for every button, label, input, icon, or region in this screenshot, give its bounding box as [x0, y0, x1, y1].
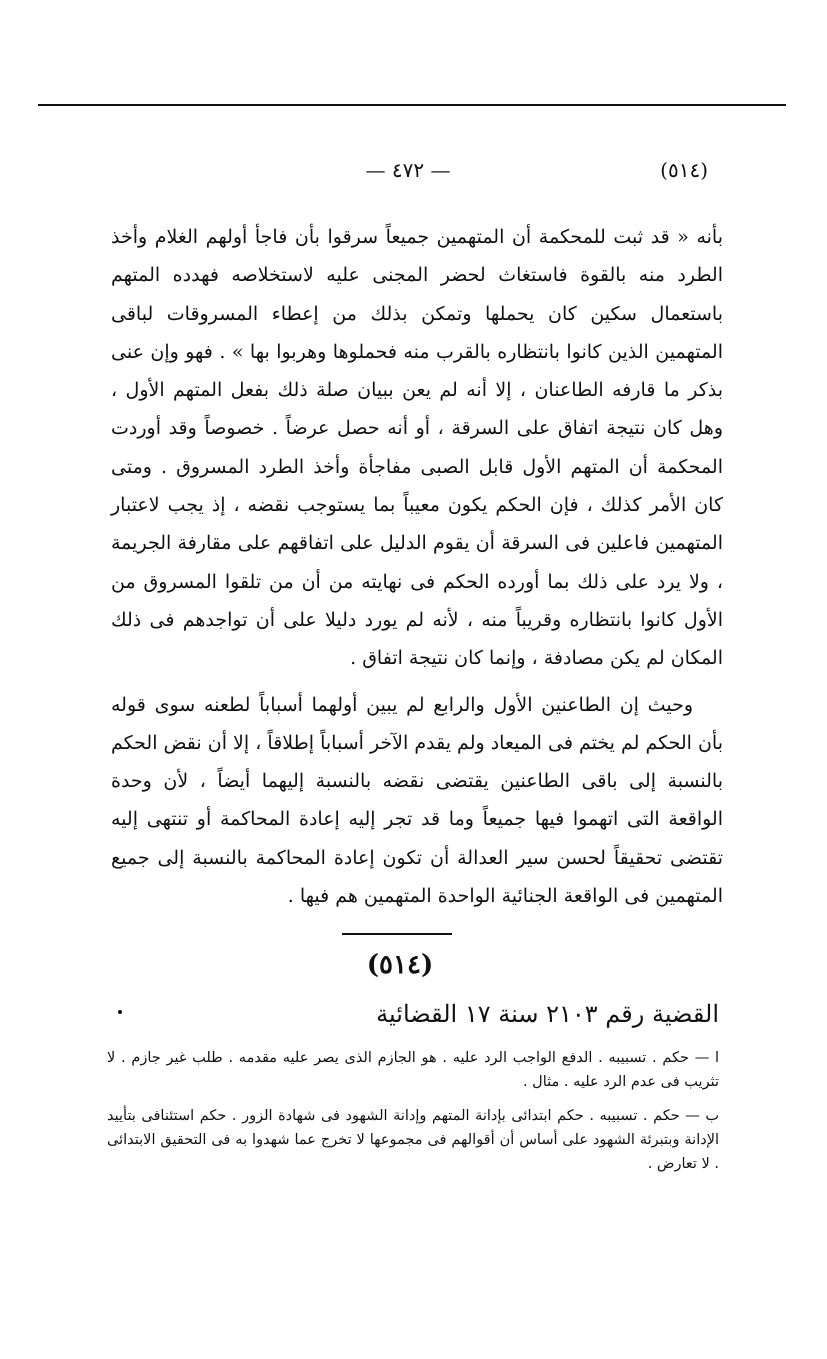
case-title: القضية رقم ٢١٠٣ سنة ١٧ القضائية [376, 1000, 719, 1028]
page-header [108, 158, 708, 188]
judgment-body [111, 218, 723, 915]
section-divider [342, 933, 452, 935]
headnote-b: ب — حكم . تسبيبه . حكم ابتدائى بإدانة المتهم وإدانة الشهود فى شهادة الزور . حكم استئنافى بتأييد الإدانة وبتبرئة الشهود على أساس أن أقوالهم فى مجموعها لا تخرج عما شهدوا به فى التحقيق الابتدائى . لا تعارض . [107, 1108, 719, 1172]
body-paragraph-1: بأنه « قد ثبت للمحكمة أن المتهمين جميعاً سرقوا بأن فاجأ أولهم الغلام وأخذ الطرد منه بالقوة فاستغاث لحضر المجنى عليه لاستخلاصه فهدده المتهم باستعمال سكين كان يحملها وتمكن بذلك من إعطاء المسروقات لباقى المتهمين الذين كانوا بانتظاره بالقرب منه فحملوها وهربوا بها » . فهو وإن عنى بذكر ما قارفه الطاعنان ، إلا أنه لم يعن ببيان صلة ذلك بفعل المتهم الأول ، وهل كان نتيجة اتفاق على السرقة ، أو أنه حصل عرضاً . خصوصاً وقد أوردت المحكمة أن المتهم الأول قابل الصبى مفاجأة وأخذ الطرد المسروق . ومتى كان الأمر كذلك ، فإن الحكم يكون معيباً بما يستوجب نقضه ، إذ يجب لاعتبار المتهمين فاعلين فى السرقة أن يقوم الدليل على اتفاقهم على مقارفة الجريمة ، ولا يرد على ذلك بما أورده الحكم فى نهايته من أن من تلقوا المسروق من الأول كانوا بانتظاره وقريباً منه ، لأنه لم يورد دليلا على أن تواجدهم فى ذلك المكان لم يكن مصادفة ، وإنما كان نتيجة اتفاق . [111, 226, 723, 670]
headnotes [107, 1046, 719, 1176]
headnote-a: ا — حكم . تسبيبه . الدفع الواجب الرد عليه . هو الجازم الذى يصر عليه مقدمه . طلب غير جازم . لا تثريب فى عدم الرد عليه . مثال . [107, 1050, 719, 1090]
running-case-number: (٥١٤) [660, 158, 708, 182]
page-number: — ٤٧٢ — [365, 158, 451, 182]
case-number-heading: (٥١٤) [366, 950, 434, 980]
body-paragraph-2: وحيث إن الطاعنين الأول والرابع لم يبين أولهما أسباباً لطعنه سوى قوله بأن الحكم لم يختم فى الميعاد ولم يقدم الآخر أسباباً إطلاقاً ، إلا أن نقض الحكم بالنسبة إلى باقى الطاعنين يقتضى نقضه بالنسبة إليهما أيضاً ، لأن وحدة الواقعة التى اتهموا فيها جميعاً وما قد تجر إليه إعادة المحاكمة أو تنتهى إليه تقتضى تحقيقاً لحسن سير العدالة أن تكون إعادة المحاكمة بالنسبة إلى جميع المتهمين فى الواقعة الجنائية الواحدة المتهمين هم فيها . [111, 693, 723, 908]
top-horizontal-rule [38, 104, 786, 106]
stray-dot-mark [118, 1010, 122, 1014]
